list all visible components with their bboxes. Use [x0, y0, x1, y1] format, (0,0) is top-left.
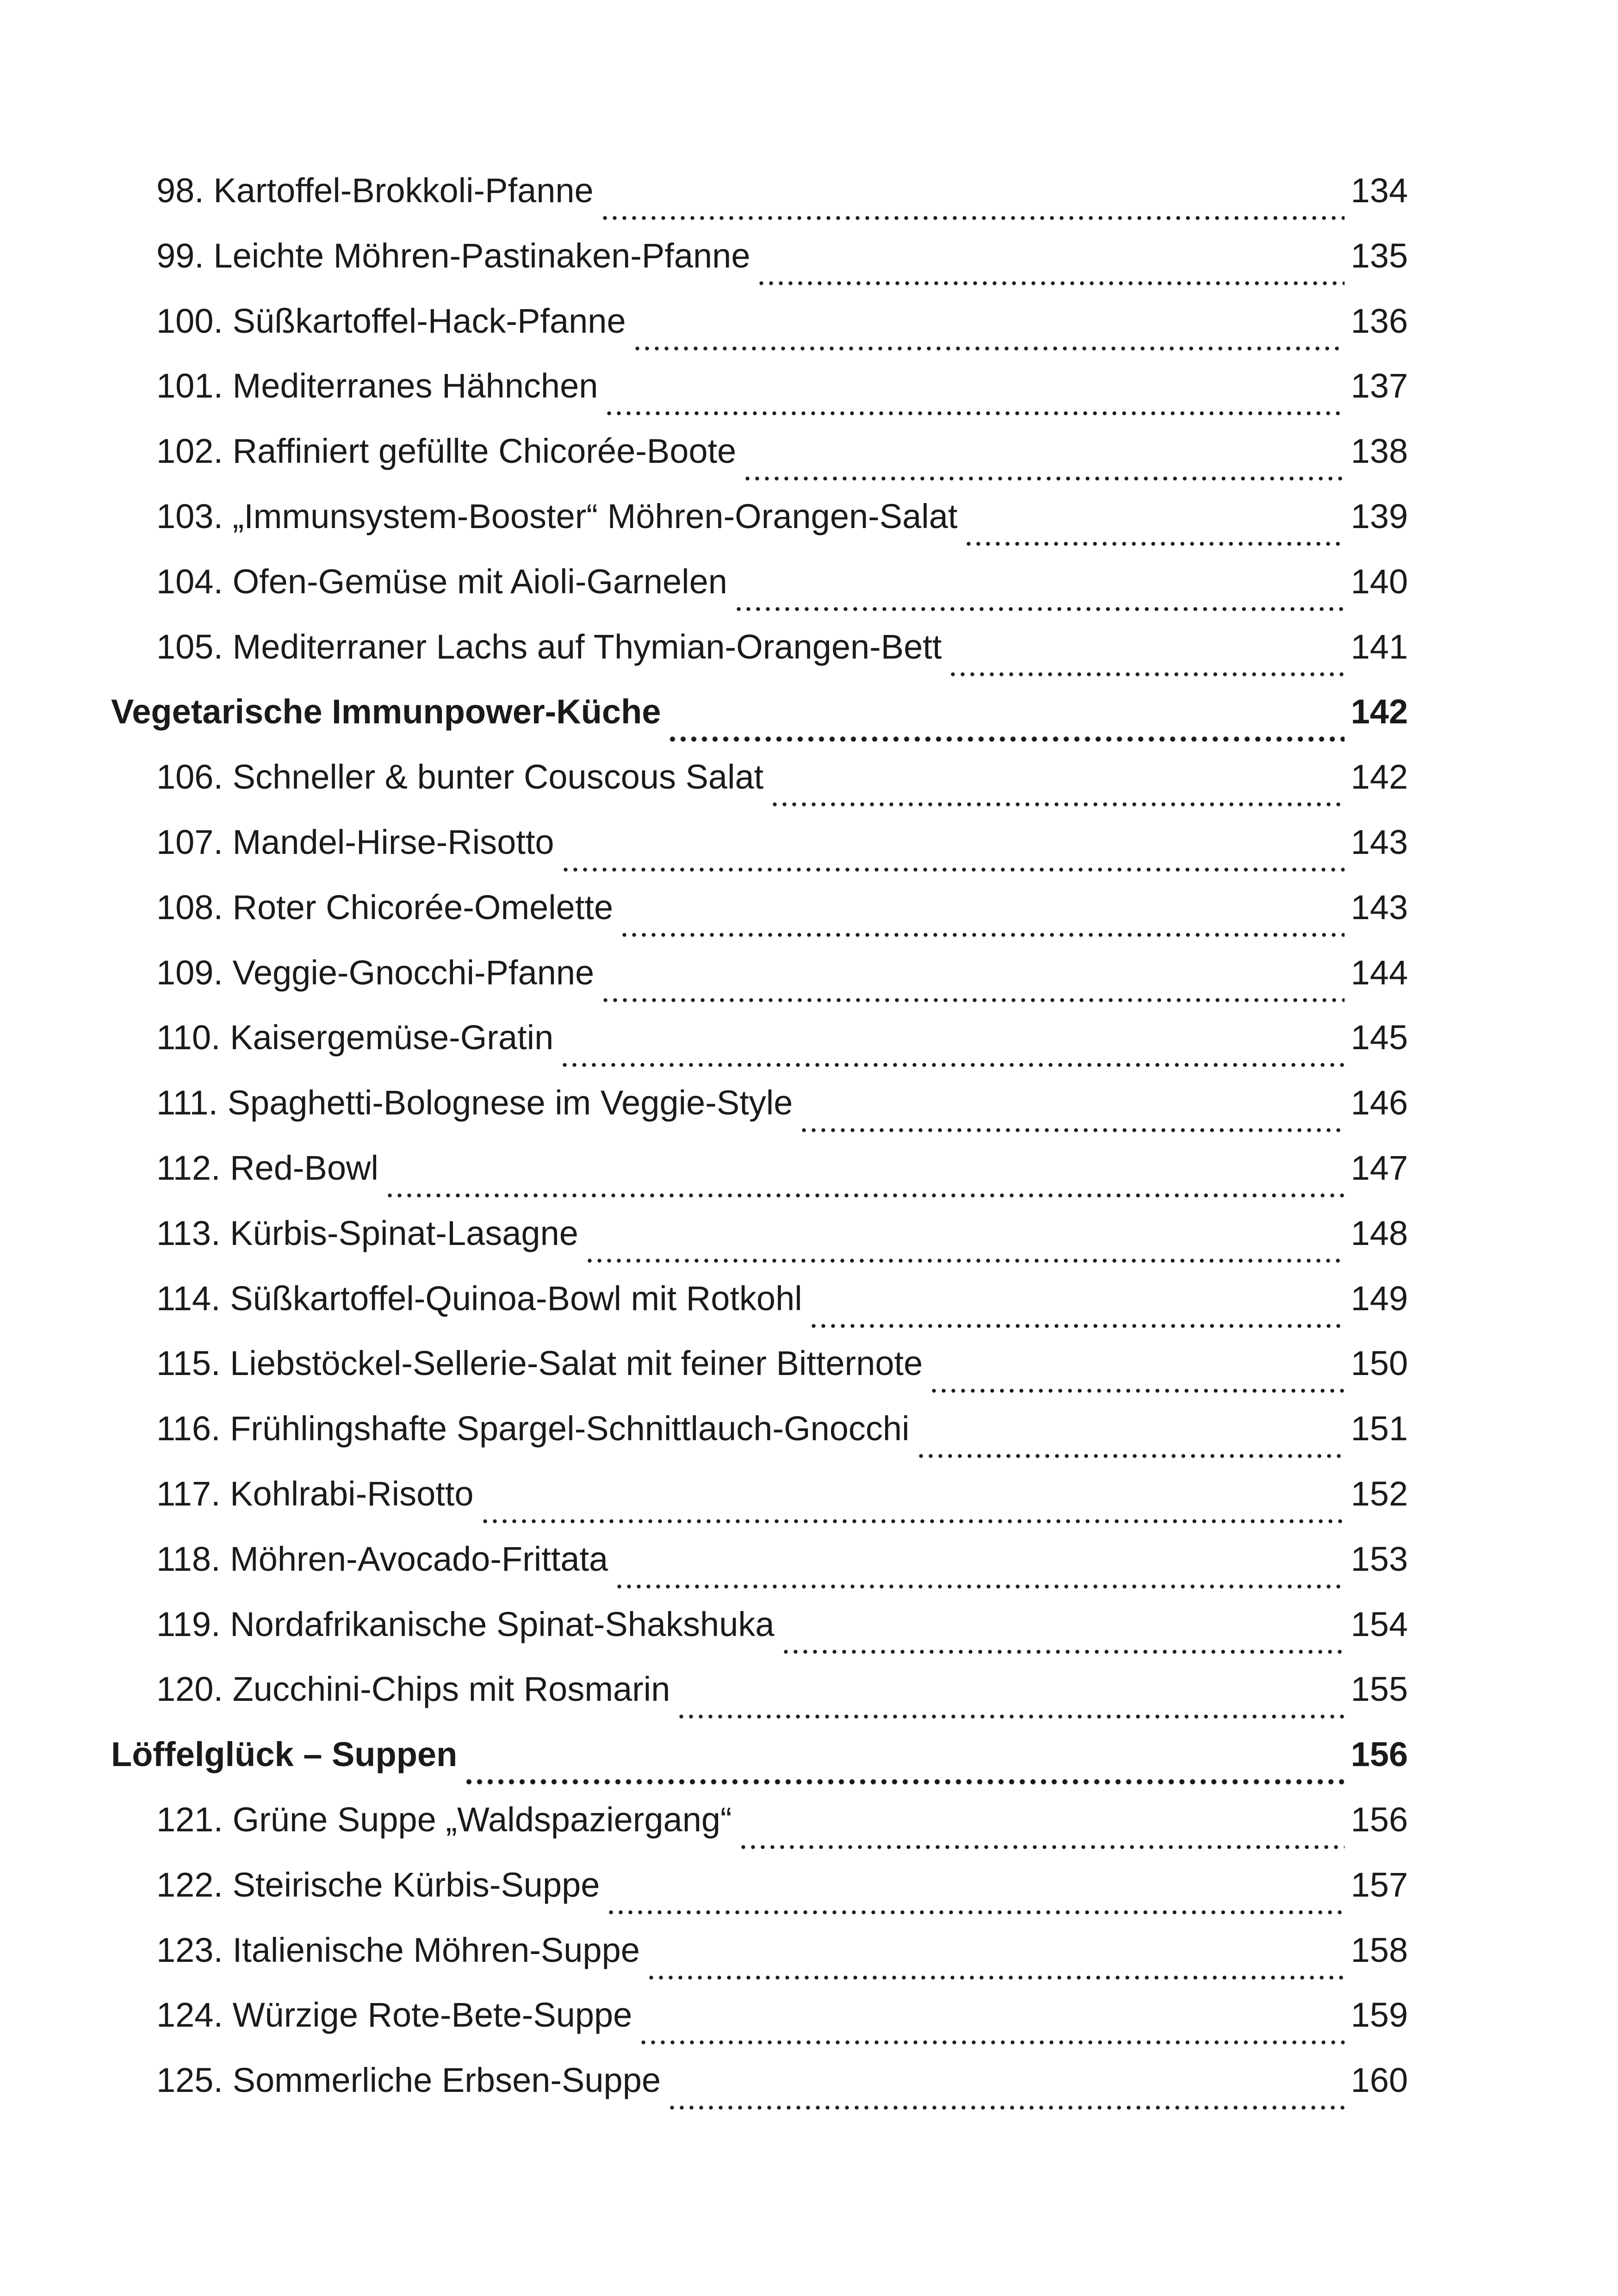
entry-title: 107. Mandel-Hirse-Risotto — [156, 822, 554, 861]
page-number: 142 — [1351, 757, 1408, 796]
toc-entry — [111, 614, 1408, 679]
entry-title: 114. Süßkartoffel-Quinoa-Bowl mit Rotkohl — [156, 1279, 802, 1318]
page-number: 160 — [1351, 2060, 1408, 2099]
toc-entry — [111, 288, 1408, 353]
entry-title: 99. Leichte Möhren-Pastinaken-Pfanne — [156, 236, 750, 275]
dot-leader — [743, 454, 1344, 483]
page-number: 151 — [1351, 1409, 1408, 1448]
page-number: 140 — [1351, 562, 1408, 601]
page-number: 134 — [1351, 171, 1408, 210]
toc-entry — [111, 1070, 1408, 1135]
dot-leader — [464, 1757, 1344, 1786]
entry-title: 124. Würzige Rote-Bete-Suppe — [156, 1995, 632, 2034]
page-number: 141 — [1351, 627, 1408, 666]
toc-entry — [111, 1526, 1408, 1591]
toc-entry — [111, 1331, 1408, 1395]
dot-leader — [738, 1822, 1345, 1852]
toc-entry — [111, 484, 1408, 548]
entry-title: 121. Grüne Suppe „Waldspaziergang“ — [156, 1800, 732, 1839]
entry-title: 122. Steirische Kürbis-Suppe — [156, 1865, 600, 1904]
section-title: Löffelglück – Suppen — [111, 1735, 458, 1773]
toc-entry — [111, 1266, 1408, 1331]
toc-entry — [111, 549, 1408, 614]
entry-title: 111. Spaghetti-Bolognese im Veggie-Style — [156, 1083, 793, 1122]
dot-leader — [929, 1366, 1344, 1395]
entry-title: 103. „Immunsystem-Booster“ Möhren-Orangen-Salat — [156, 497, 958, 535]
toc-entry — [111, 1982, 1408, 2047]
toc-entry — [111, 1135, 1408, 1200]
entry-title: 117. Kohlrabi-Risotto — [156, 1474, 474, 1513]
dot-leader — [480, 1496, 1345, 1526]
toc-entry — [111, 940, 1408, 1005]
entry-title: 101. Mediterranes Hähnchen — [156, 366, 598, 405]
dot-leader — [560, 1040, 1344, 1070]
entry-title: 120. Zucchini-Chips mit Rosmarin — [156, 1669, 670, 1708]
toc-entry — [111, 1656, 1408, 1721]
dot-leader — [646, 1953, 1345, 1982]
dot-leader — [585, 1236, 1345, 1265]
entry-title: 125. Sommerliche Erbsen-Suppe — [156, 2060, 661, 2099]
dot-leader — [734, 584, 1345, 614]
toc-entry — [111, 1592, 1408, 1656]
toc-entry — [111, 875, 1408, 940]
dot-leader — [604, 388, 1344, 418]
dot-leader — [561, 845, 1345, 874]
dot-leader — [770, 779, 1344, 809]
dot-leader — [606, 1887, 1344, 1917]
toc-entry — [111, 1461, 1408, 1526]
dot-leader — [600, 193, 1345, 223]
page-number: 157 — [1351, 1865, 1408, 1904]
page-number: 146 — [1351, 1083, 1408, 1122]
dot-leader — [916, 1431, 1345, 1461]
toc-entry — [111, 1201, 1408, 1265]
toc-entry — [111, 1396, 1408, 1461]
toc-entry — [111, 744, 1408, 809]
entry-title: 110. Kaisergemüse-Gratin — [156, 1018, 554, 1057]
toc-section-heading — [111, 1722, 1408, 1786]
page-number: 137 — [1351, 366, 1408, 405]
page-number: 153 — [1351, 1539, 1408, 1578]
dot-leader — [799, 1105, 1344, 1135]
toc-entry — [111, 1787, 1408, 1852]
entry-title: 109. Veggie-Gnocchi-Pfanne — [156, 953, 595, 992]
page-number: 139 — [1351, 497, 1408, 535]
page-number: 145 — [1351, 1018, 1408, 1057]
page-number: 138 — [1351, 431, 1408, 470]
dot-leader — [667, 2083, 1345, 2112]
page-number: 142 — [1351, 692, 1408, 731]
entry-title: 100. Süßkartoffel-Hack-Pfanne — [156, 301, 626, 340]
entry-title: 113. Kürbis-Spinat-Lasagne — [156, 1213, 578, 1252]
entry-title: 118. Möhren-Avocado-Frittata — [156, 1539, 608, 1578]
dot-leader — [601, 975, 1344, 1005]
entry-title: 115. Liebstöckel-Sellerie-Salat mit feiner Bitternote — [156, 1344, 923, 1382]
toc-entry — [111, 418, 1408, 483]
entry-title: 106. Schneller & bunter Couscous Salat — [156, 757, 764, 796]
entry-title: 102. Raffiniert gefüllte Chicorée-Boote — [156, 431, 737, 470]
section-title: Vegetarische Immunpower-Küche — [111, 692, 661, 731]
entry-title: 112. Red-Bowl — [156, 1148, 378, 1187]
page-number: 152 — [1351, 1474, 1408, 1513]
dot-leader — [385, 1170, 1345, 1200]
page-number: 135 — [1351, 236, 1408, 275]
toc-entry — [111, 353, 1408, 418]
dot-leader — [809, 1301, 1345, 1331]
page-number: 143 — [1351, 822, 1408, 861]
toc-entry — [111, 809, 1408, 874]
dot-leader — [756, 258, 1344, 288]
page-number: 158 — [1351, 1930, 1408, 1969]
entry-title: 104. Ofen-Gemüse mit Aioli-Garnelen — [156, 562, 727, 601]
dot-leader — [964, 519, 1344, 548]
dot-leader — [781, 1627, 1345, 1656]
page-number: 156 — [1351, 1800, 1408, 1839]
dot-leader — [676, 1692, 1344, 1721]
entry-title: 98. Kartoffel-Brokkoli-Pfanne — [156, 171, 594, 210]
page-number: 143 — [1351, 888, 1408, 927]
page-number: 144 — [1351, 953, 1408, 992]
dot-leader — [948, 649, 1344, 679]
dot-leader — [614, 1562, 1344, 1591]
page-number: 154 — [1351, 1605, 1408, 1643]
entry-title: 123. Italienische Möhren-Suppe — [156, 1930, 640, 1969]
toc-entry — [111, 1917, 1408, 1982]
dot-leader — [632, 324, 1345, 353]
dot-leader — [667, 714, 1344, 744]
toc-entry — [111, 1005, 1408, 1070]
toc-entry — [111, 1852, 1408, 1917]
entry-title: 108. Roter Chicorée-Omelette — [156, 888, 614, 927]
toc-entry — [111, 2047, 1408, 2112]
toc-entry — [111, 158, 1408, 223]
toc-section-heading — [111, 679, 1408, 744]
page-number: 136 — [1351, 301, 1408, 340]
page-number: 149 — [1351, 1279, 1408, 1318]
page-number: 150 — [1351, 1344, 1408, 1382]
entry-title: 119. Nordafrikanische Spinat-Shakshuka — [156, 1605, 775, 1643]
page-number: 159 — [1351, 1995, 1408, 2034]
dot-leader — [620, 910, 1344, 940]
page-number: 156 — [1351, 1735, 1408, 1773]
entry-title: 116. Frühlingshafte Spargel-Schnittlauch-Gnocchi — [156, 1409, 910, 1448]
entry-title: 105. Mediterraner Lachs auf Thymian-Orangen-Bett — [156, 627, 942, 666]
toc-entry — [111, 223, 1408, 288]
page-number: 148 — [1351, 1213, 1408, 1252]
page-number: 155 — [1351, 1669, 1408, 1708]
page-number: 147 — [1351, 1148, 1408, 1187]
dot-leader — [639, 2017, 1344, 2047]
